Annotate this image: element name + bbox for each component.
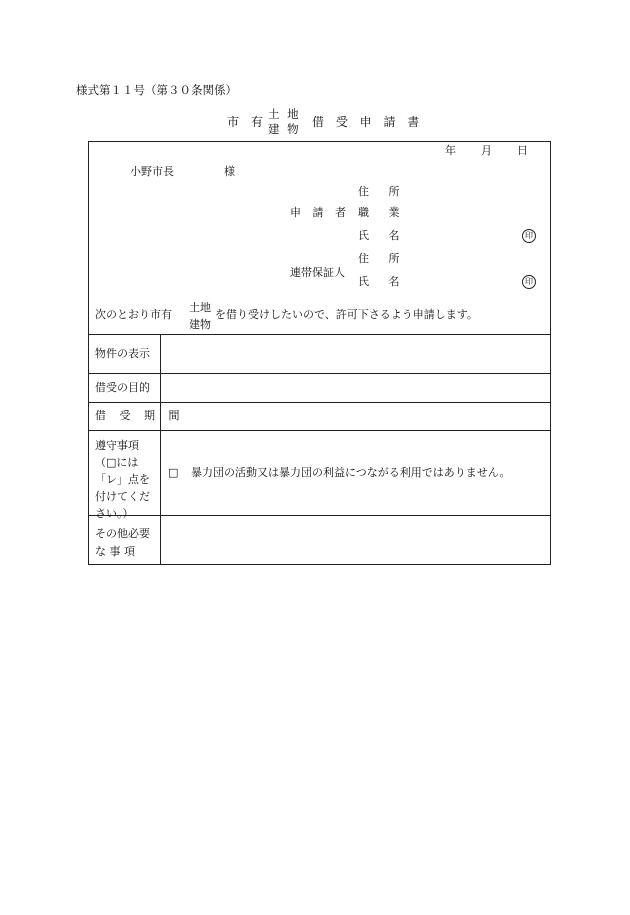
title-stack (268, 107, 301, 137)
applicant-occupation-label: 職 業 (358, 206, 408, 219)
title-land: 土 地 (268, 107, 301, 121)
other-label: その他必要な 事 項 (95, 527, 150, 558)
request-land: 土地 (189, 301, 211, 314)
request-stack (189, 299, 211, 333)
compliance-item: 暴力団の活動又は暴力団の利益につながる利用ではありません。 (191, 466, 511, 479)
title-prefix: 市 有 (227, 115, 267, 129)
guarantor-name-label: 氏 名 (358, 275, 408, 288)
request-suffix: を借り受けしたいので、許可下さるよう申請します。 (215, 308, 478, 321)
request-prefix: 次のとおり市有 (95, 308, 172, 321)
guarantor-address-label: 住 所 (358, 252, 408, 265)
date-month: 月 (481, 144, 492, 157)
column-divider (160, 334, 161, 565)
compliance-label: 遵守事項（□には「レ」点を付けてください。） (95, 439, 150, 520)
date-day: 日 (517, 144, 528, 157)
form-number: 様式第１１号（第３０条関係） (76, 83, 237, 97)
title-suffix: 借 受 申 請 書 (312, 115, 424, 129)
row-divider (88, 373, 551, 374)
applicant-name-label: 氏 名 (358, 229, 408, 242)
addressee-name: 小野市長 (130, 165, 174, 178)
applicant-seal-icon: 印 (522, 229, 536, 243)
compliance-checkbox[interactable]: □ (168, 466, 179, 479)
addressee-honorific: 様 (224, 165, 235, 178)
period-label: 借 受 期 間 (95, 409, 185, 422)
row-divider (88, 430, 551, 431)
guarantor-label: 連帯保証人 (290, 266, 345, 279)
row-divider (88, 515, 551, 516)
row-divider (88, 402, 551, 403)
title-building: 建 物 (268, 122, 301, 136)
request-building: 建物 (189, 318, 211, 331)
property-label: 物件の表示 (95, 347, 150, 360)
purpose-label: 借受の目的 (95, 381, 150, 394)
guarantor-seal-icon: 印 (522, 275, 536, 289)
date-year: 年 (445, 144, 456, 157)
row-divider (88, 334, 551, 335)
applicant-label: 申 請 者 (290, 206, 350, 219)
form-frame (88, 141, 551, 565)
applicant-address-label: 住 所 (358, 185, 408, 198)
